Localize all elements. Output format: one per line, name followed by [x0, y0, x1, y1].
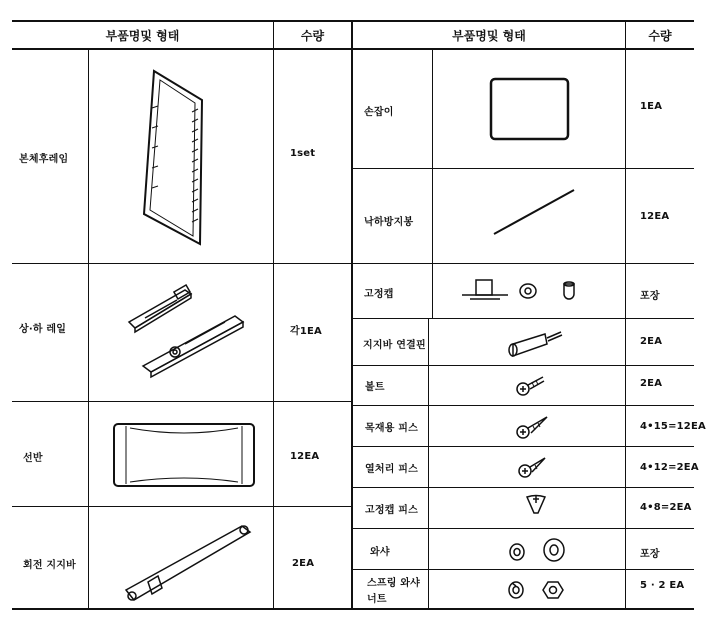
cap-screw-icon — [524, 493, 548, 521]
shelf-icon — [110, 418, 260, 496]
part-qty-connecting-pin: 2EA — [640, 336, 663, 347]
header-part-name-right: 부품명및 형태 — [452, 29, 526, 43]
table-bottom-border — [12, 608, 694, 610]
row-divider — [352, 528, 694, 529]
part-name-heat-treated-screw: 열처리 피스 — [365, 464, 418, 475]
header-quantity-left: 수량 — [300, 29, 325, 43]
row-divider — [352, 569, 694, 570]
part-name-fall-prevention-rod: 낙하방지봉 — [364, 217, 414, 228]
part-qty-washer: 포장 — [640, 549, 660, 560]
part-name-main-frame: 본체후레임 — [19, 154, 69, 165]
header-part-name-left: 부품명및 형태 — [105, 29, 180, 43]
row-divider — [352, 168, 694, 169]
part-name-shelf: 선반 — [23, 453, 43, 464]
header-quantity-right: 수량 — [648, 29, 672, 43]
part-name-washer: 와샤 — [370, 547, 390, 558]
column-divider — [88, 49, 89, 609]
row-divider — [12, 506, 352, 507]
support-bar-icon — [118, 520, 258, 610]
part-name-cap-screw: 고정캡 피스 — [365, 505, 418, 516]
heat-treated-screw-icon — [517, 455, 549, 485]
row-divider — [12, 401, 352, 402]
wood-screw-icon — [515, 414, 551, 446]
part-qty-cap-screw: 4•8=2EA — [640, 502, 692, 513]
center-divider — [351, 20, 353, 609]
part-qty-heat-treated-screw: 4•12=2EA — [640, 462, 699, 473]
part-name-support-bar: 회전 지지바 — [23, 560, 76, 571]
column-divider — [273, 20, 274, 609]
column-divider — [432, 49, 433, 319]
part-name-wood-screw: 목재용 피스 — [365, 423, 418, 434]
column-divider — [625, 20, 626, 609]
part-qty-main-frame: 1set — [290, 148, 316, 159]
part-name-spring-washer-nut-line2: 너트 — [367, 594, 387, 605]
part-qty-shelf: 12EA — [290, 451, 320, 462]
handle-icon — [488, 76, 572, 146]
part-name-fixing-cap: 고정캡 — [364, 289, 394, 300]
part-qty-support-bar: 2EA — [292, 558, 315, 569]
part-qty-bolt: 2EA — [640, 378, 663, 389]
part-qty-wood-screw: 4•15=12EA — [640, 421, 706, 432]
part-qty-handle: 1EA — [640, 101, 663, 112]
bolt-icon — [515, 373, 547, 403]
row-divider — [352, 365, 694, 366]
part-name-bolt: 볼트 — [365, 382, 385, 393]
part-qty-spring-washer-nut: 5 · 2 EA — [640, 580, 685, 591]
row-divider — [352, 446, 694, 447]
part-qty-fall-prevention-rod: 12EA — [640, 211, 670, 222]
rail-icon — [125, 282, 255, 386]
washer-icon — [507, 536, 569, 568]
row-divider — [352, 318, 694, 319]
part-name-spring-washer-nut-line1: 스프링 와샤 — [367, 578, 420, 589]
part-name-rail: 상·하 레일 — [19, 324, 67, 335]
connecting-pin-icon — [505, 330, 565, 362]
frame-icon — [140, 68, 210, 250]
row-divider — [352, 487, 694, 488]
spring-washer-nut-icon — [506, 577, 566, 607]
row-divider — [352, 405, 694, 406]
row-divider — [12, 263, 694, 264]
fixing-cap-icon — [460, 275, 590, 311]
part-qty-fixing-cap: 포장 — [640, 291, 660, 302]
column-divider — [428, 318, 429, 609]
header-bottom-border — [12, 48, 694, 50]
part-name-connecting-pin: 지지바 연결핀 — [363, 340, 426, 351]
rod-icon — [490, 186, 580, 242]
part-qty-rail: 각1EA — [290, 326, 322, 337]
table-top-border — [12, 20, 694, 22]
part-name-handle: 손잡이 — [364, 107, 394, 118]
